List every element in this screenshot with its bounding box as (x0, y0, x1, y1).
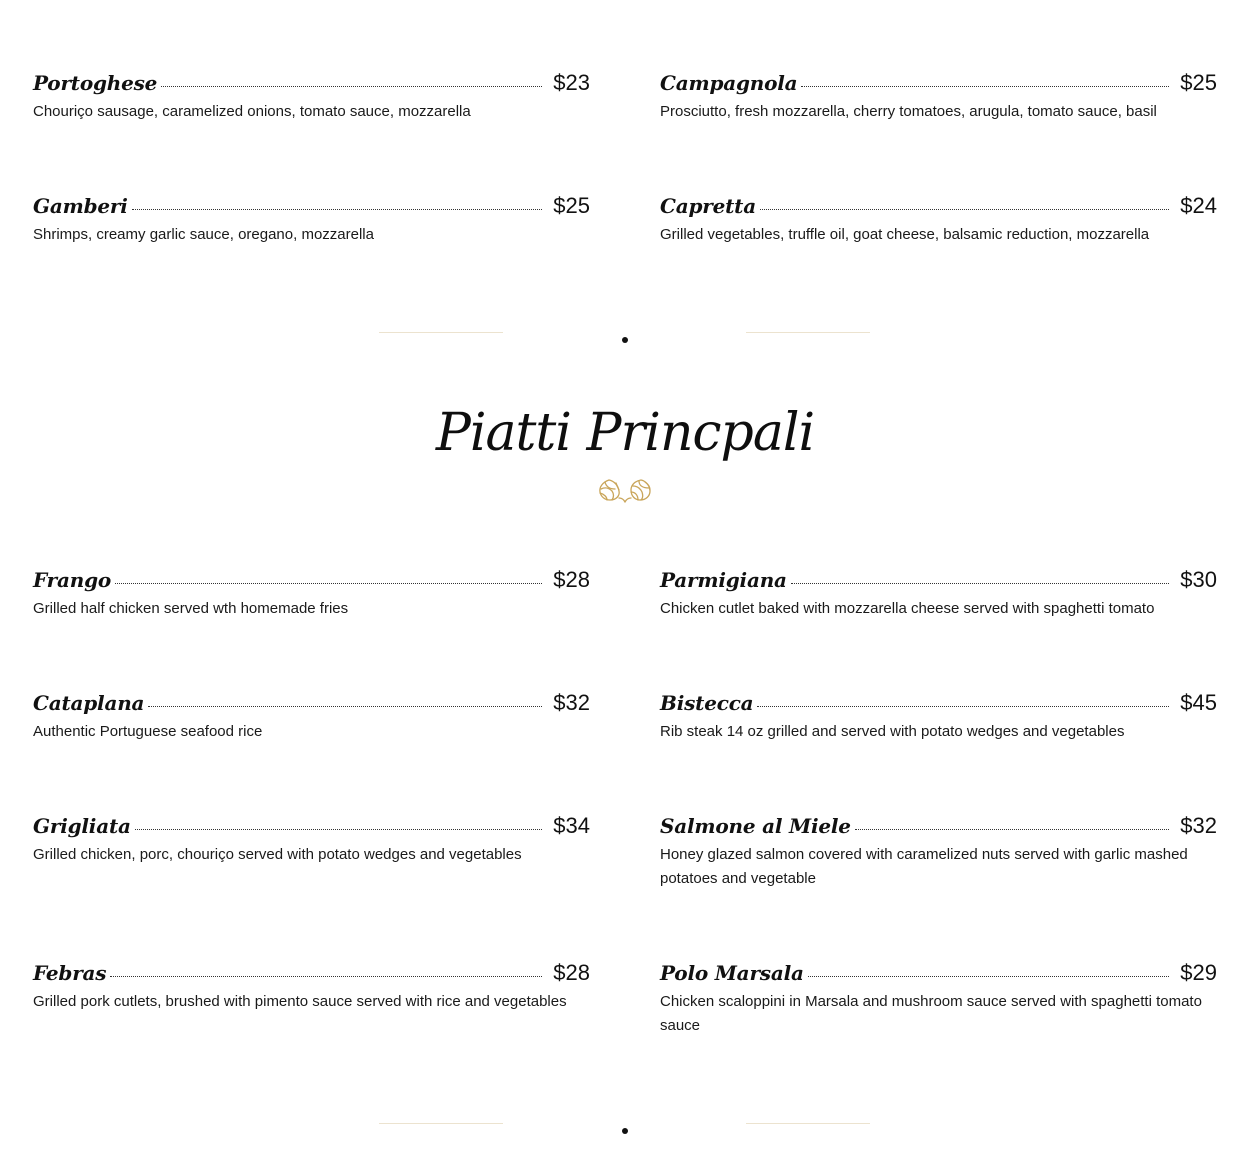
menu-item (660, 70, 1217, 193)
menu-item-description: Grilled vegetables, truffle oil, goat cheese, balsamic reduction, mozzarella (660, 226, 1150, 243)
menu-item-name: Polo Marsala (660, 961, 804, 985)
menu-item-description: Chouriço sausage, caramelized onions, tomato sauce, mozzarella (33, 103, 471, 120)
menu-item-name: Salmone al Miele (660, 814, 851, 838)
menu-item-price: $24 (1180, 193, 1217, 218)
menu-item-name: Grigliata (33, 814, 131, 838)
menu-item-name: Portoghese (33, 71, 158, 95)
menu-item-price: $23 (553, 70, 590, 95)
menu-item (33, 193, 590, 316)
dotted-leader (791, 583, 1169, 584)
dotted-leader (132, 209, 543, 210)
menu-item-name: Gamberi (33, 194, 128, 218)
menu-item-price: $28 (553, 567, 590, 592)
menu-item (33, 813, 590, 960)
section-divider (0, 1123, 1250, 1143)
menu-item-description: Chicken scaloppini in Marsala and mushroom sauce served with spaghetti tomato sauce (660, 993, 1202, 1034)
dotted-leader (801, 86, 1169, 87)
menu-item-price: $28 (553, 960, 590, 985)
divider-dot (622, 1128, 628, 1134)
divider-line-left (379, 1123, 503, 1124)
menu-item (660, 813, 1217, 960)
menu-item-header (660, 70, 1217, 100)
menu-item-header (33, 567, 590, 597)
menu-item-header (660, 813, 1217, 843)
pizza-menu-grid (33, 70, 1217, 316)
menu-item-header (660, 567, 1217, 597)
dotted-leader (757, 706, 1169, 707)
menu-item-header (33, 960, 590, 990)
menu-item-description: Chicken cutlet baked with mozzarella cheese served with spaghetti tomato (660, 600, 1155, 617)
menu-item-header (33, 813, 590, 843)
menu-item-price: $29 (1180, 960, 1217, 985)
menu-item-price: $34 (553, 813, 590, 838)
menu-item-description: Grilled chicken, porc, chouriço served with potato wedges and vegetables (33, 846, 522, 863)
section-divider (0, 332, 1250, 352)
menu-item-header (33, 70, 590, 100)
menu-item (660, 690, 1217, 813)
menu-item-price: $30 (1180, 567, 1217, 592)
menu-item-header (660, 690, 1217, 720)
divider-line-right (746, 1123, 870, 1124)
menu-item-description: Grilled pork cutlets, brushed with pimento sauce served with rice and vegetables (33, 993, 567, 1010)
dotted-leader (760, 209, 1169, 210)
menu-item-name: Frango (33, 568, 112, 592)
main-course-grid (33, 567, 1217, 1107)
dotted-leader (808, 976, 1170, 977)
divider-line-right (746, 332, 870, 333)
menu-item-header (660, 960, 1217, 990)
menu-item-description: Shrimps, creamy garlic sauce, oregano, mozzarella (33, 226, 374, 243)
menu-item-name: Campagnola (660, 71, 798, 95)
menu-item-price: $25 (553, 193, 590, 218)
menu-item-name: Cataplana (33, 691, 145, 715)
menu-item-price: $45 (1180, 690, 1217, 715)
menu-item-description: Rib steak 14 oz grilled and served with potato wedges and vegetables (660, 723, 1125, 740)
dotted-leader (135, 829, 543, 830)
menu-item-header (660, 193, 1217, 223)
dotted-leader (161, 86, 542, 87)
menu-item (33, 567, 590, 690)
divider-dot (622, 337, 628, 343)
menu-item-header (33, 690, 590, 720)
menu-item (33, 690, 590, 813)
menu-item (660, 960, 1217, 1107)
menu-item-name: Parmigiana (660, 568, 787, 592)
dotted-leader (110, 976, 542, 977)
dotted-leader (855, 829, 1169, 830)
menu-item-name: Febras (33, 961, 107, 985)
dotted-leader (115, 583, 542, 584)
dotted-leader (148, 706, 542, 707)
menu-item (660, 567, 1217, 690)
menu-item-description: Honey glazed salmon covered with caramelized nuts served with garlic mashed potatoes and vegetable (660, 846, 1188, 887)
menu-item-price: $25 (1180, 70, 1217, 95)
menu-item (660, 193, 1217, 316)
menu-item-price: $32 (1180, 813, 1217, 838)
menu-item-name: Bistecca (660, 691, 754, 715)
menu-item-description: Grilled half chicken served wth homemade fries (33, 600, 349, 617)
menu-item (33, 70, 590, 193)
divider-line-left (379, 332, 503, 333)
hop-flowers-icon (595, 477, 655, 503)
menu-item-description: Prosciutto, fresh mozzarella, cherry tomatoes, arugula, tomato sauce, basil (660, 103, 1157, 120)
menu-item (33, 960, 590, 1107)
section-title: Piatti Princpali (435, 403, 815, 463)
menu-item-description: Authentic Portuguese seafood rice (33, 723, 263, 740)
menu-item-header (33, 193, 590, 223)
menu-item-price: $32 (553, 690, 590, 715)
menu-item-name: Capretta (660, 194, 756, 218)
